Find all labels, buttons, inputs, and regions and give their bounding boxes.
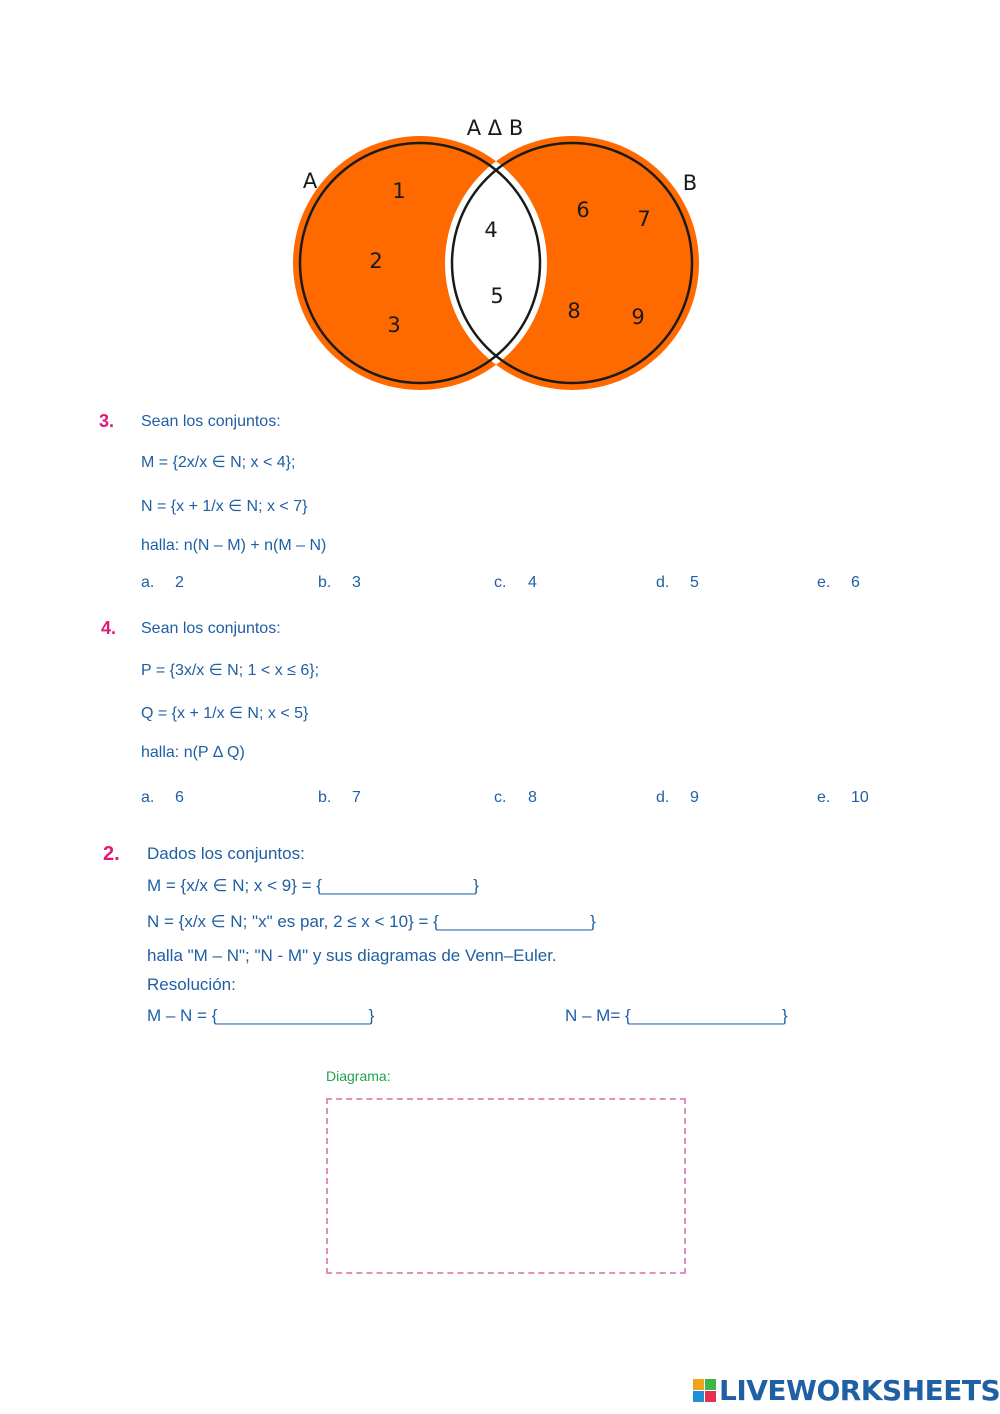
question-3-option-c[interactable] [494, 574, 537, 592]
logo-square [705, 1379, 716, 1390]
logo-square [693, 1379, 704, 1390]
question-4-option-d[interactable] [656, 789, 699, 807]
option-letter: d. [656, 789, 670, 806]
option-letter: b. [318, 574, 332, 591]
option-letter: c. [494, 789, 507, 806]
question-4-set-p: P = {3x/x ∈ N; 1 < x ≤ 6}; [141, 662, 320, 679]
question-2-m-minus-n[interactable]: M – N = {________________} [147, 1006, 375, 1025]
question-3-number: 3. [99, 411, 115, 431]
venn-number: 1 [392, 179, 406, 203]
question-3-option-e[interactable] [817, 574, 860, 592]
option-value: 8 [528, 789, 537, 806]
question-3-option-b[interactable] [318, 574, 361, 592]
option-value: 2 [175, 574, 184, 591]
option-value: 7 [352, 789, 361, 806]
question-2-set-m[interactable]: M = {x/x ∈ N; x < 9} = {________________} [147, 876, 479, 895]
brand-text: LIVEWORKSHEETS [719, 1373, 1000, 1407]
option-value: 6 [175, 789, 184, 806]
question-3-intro: Sean los conjuntos: [141, 413, 281, 430]
question-4-intro: Sean los conjuntos: [141, 620, 281, 637]
venn-number: 3 [387, 313, 401, 337]
logo-square [705, 1391, 716, 1402]
venn-label-a: A [302, 169, 318, 193]
question-3-set-m: M = {2x/x ∈ N; x < 4}; [141, 454, 296, 471]
question-4-set-q: Q = {x + 1/x ∈ N; x < 5} [141, 705, 309, 722]
option-letter: d. [656, 574, 670, 591]
question-2-resolution-label: Resolución: [147, 975, 236, 994]
venn-number: 9 [631, 305, 645, 329]
question-3-option-a[interactable] [141, 574, 184, 592]
venn-number: 6 [576, 198, 590, 222]
diagram-drawing-area[interactable] [326, 1098, 686, 1274]
option-value: 10 [851, 789, 869, 806]
venn-label-b: B [682, 171, 698, 195]
question-3-ask: halla: n(N – M) + n(M – N) [141, 537, 327, 554]
question-2-number: 2. [103, 843, 120, 865]
question-2-intro: Dados los conjuntos: [147, 844, 305, 863]
option-letter: a. [141, 574, 155, 591]
venn-number: 7 [637, 207, 651, 231]
option-letter: b. [318, 789, 332, 806]
question-2-set-n[interactable]: N = {x/x ∈ N; "x" es par, 2 ≤ x < 10} = {________________} [147, 912, 596, 931]
question-3-option-d[interactable] [656, 574, 699, 592]
liveworksheets-logo-icon [693, 1379, 716, 1402]
option-value: 4 [528, 574, 537, 591]
option-letter: e. [817, 574, 831, 591]
diagram-label: Diagrama: [326, 1068, 391, 1084]
venn-number: 4 [484, 218, 498, 242]
option-value: 9 [690, 789, 699, 806]
question-4-option-a[interactable] [141, 789, 184, 807]
question-4-option-e[interactable] [817, 789, 869, 807]
question-2-n-minus-m[interactable]: N – M= {________________} [565, 1006, 788, 1025]
venn-number: 2 [369, 249, 383, 273]
venn-number: 5 [490, 284, 504, 308]
question-2-ask: halla "M – N"; "N - M" y sus diagramas de Venn–Euler. [147, 946, 557, 965]
venn-diagram [280, 105, 720, 395]
venn-title: A Δ B [466, 116, 524, 140]
question-4-ask: halla: n(P Δ Q) [141, 744, 245, 761]
option-letter: e. [817, 789, 831, 806]
question-4-option-b[interactable] [318, 789, 361, 807]
question-3-set-n: N = {x + 1/x ∈ N; x < 7} [141, 498, 308, 515]
venn-number: 8 [567, 299, 581, 323]
option-value: 5 [690, 574, 699, 591]
option-letter: a. [141, 789, 155, 806]
question-4-number: 4. [101, 618, 117, 638]
logo-square [693, 1391, 704, 1402]
option-letter: c. [494, 574, 507, 591]
question-4-option-c[interactable] [494, 789, 537, 807]
option-value: 3 [352, 574, 361, 591]
option-value: 6 [851, 574, 860, 591]
liveworksheets-brand [693, 1373, 1000, 1407]
